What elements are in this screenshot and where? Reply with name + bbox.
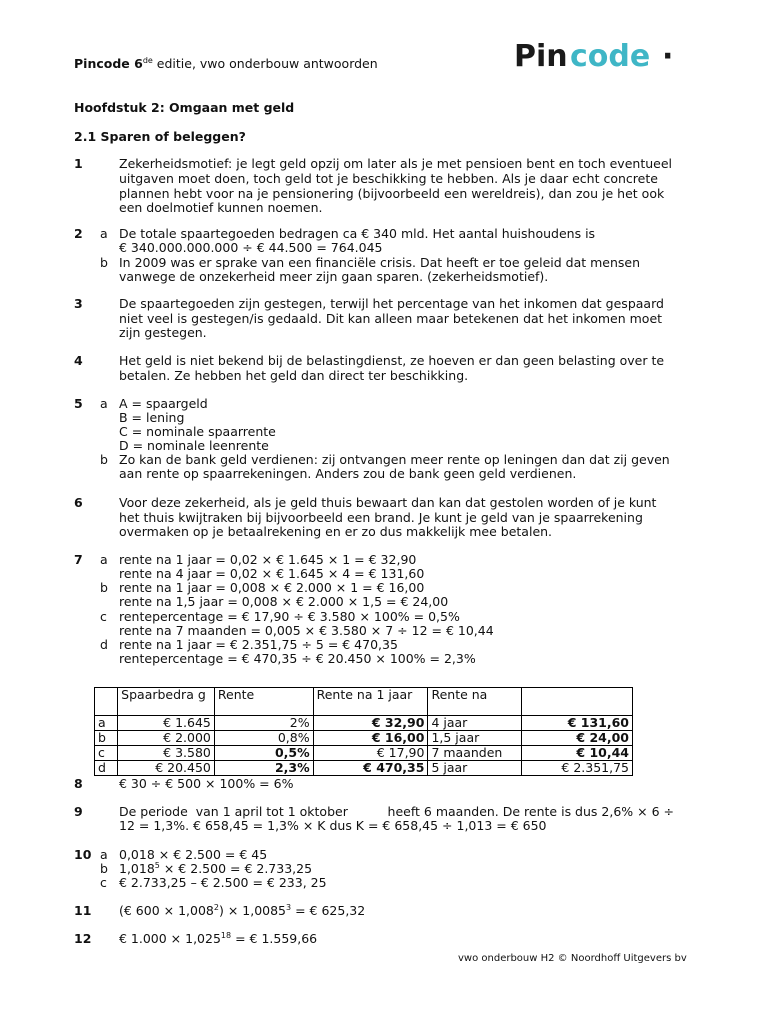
table-cell: 7 maanden [428, 746, 522, 761]
table-cell: € 16,00 [313, 731, 428, 746]
answer-line: D = nominale leenrente [119, 438, 269, 453]
table-cell: b [95, 731, 118, 746]
table-row [95, 761, 633, 776]
answer-line: rente na 7 maanden = 0,005 × € 3.580 × 7 ÷ 12 = € 10,44 [119, 623, 494, 638]
table-cell: € 2.351,75 [522, 761, 633, 776]
answer-line: rente na 1 jaar = 0,02 × € 1.645 × 1 = € 32,90 [119, 552, 417, 567]
exponent: 18 [220, 930, 232, 940]
answer-number: 7 [74, 552, 83, 567]
table-cell: c [95, 746, 118, 761]
chapter-title: Hoofdstuk 2: Omgaan met geld [74, 100, 295, 115]
answer-line: plannen hebt voor na je pensionering (bijvoorbeeld een wereldreis), dan zou je het ook [119, 186, 665, 201]
answer-line: De spaartegoeden zijn gestegen, terwijl het percentage van het inkomen dat gespaard [119, 296, 664, 311]
answer-line: B = lening [119, 410, 185, 425]
sub-letter: b [100, 861, 108, 876]
sub-letter: b [100, 452, 108, 467]
answer-number: 3 [74, 296, 83, 311]
table-cell: € 2.000 [118, 731, 215, 746]
logo-dot: · [662, 40, 674, 72]
answer-line: zijn gestegen. [119, 325, 207, 340]
table-row [95, 716, 633, 731]
table-cell: 5 jaar [428, 761, 522, 776]
answer-number: 9 [74, 804, 83, 819]
formula-part: × € 2.500 = € 2.733,25 [159, 861, 313, 876]
exponent: 5 [154, 860, 160, 870]
header-edition-sup: de [142, 55, 153, 65]
table-cell: d [95, 761, 118, 776]
table-header-cell: Spaarbedra g [118, 688, 215, 716]
answer-number: 1 [74, 156, 83, 171]
answer-line: rente na 1 jaar = 0,008 × € 2.000 × 1 = € 16,00 [119, 580, 425, 595]
table-row [95, 746, 633, 761]
answer-line: overmaken op je betaalrekening en er zo dus makkelijk mee betalen. [119, 524, 553, 539]
answer-number: 11 [74, 903, 92, 918]
answer-number: 4 [74, 353, 83, 368]
table-header-row [95, 688, 633, 716]
table-cell: 2,3% [214, 761, 313, 776]
answer-line: rente na 1,5 jaar = 0,008 × € 2.000 × 1,5 = € 24,00 [119, 594, 449, 609]
sub-letter: a [100, 226, 108, 241]
answer-line [119, 862, 312, 876]
formula-part: (€ 600 × 1,008 [119, 903, 214, 918]
table-cell: 1,5 jaar [428, 731, 522, 746]
formula-part: ) × 1,0085 [218, 903, 287, 918]
answer-line: uitgaven moet doen, toch geld tot je beschikking te hebben. Als je daar echt concrete [119, 171, 658, 186]
table-cell: € 131,60 [522, 716, 633, 731]
answer-line: C = nominale spaarrente [119, 424, 276, 439]
answer-line: Het geld is niet bekend bij de belastingdienst, ze hoeven er dan geen belasting over te [119, 353, 665, 368]
table-cell: € 3.580 [118, 746, 215, 761]
answer-line: niet veel is gestegen/is gedaald. Dit kan alleen maar betekenen dat het inkomen moet [119, 311, 663, 326]
table-cell: € 24,00 [522, 731, 633, 746]
sub-letter: b [100, 255, 108, 270]
formula-part: = € 1.559,66 [231, 931, 318, 946]
table-cell: € 10,44 [522, 746, 633, 761]
answer-line [119, 904, 365, 918]
header-suffix: editie, vwo onderbouw antwoorden [152, 56, 378, 71]
sub-letter: a [100, 552, 108, 567]
header-brand: Pincode 6 [74, 56, 143, 71]
answer-line: rentepercentage = € 470,35 ÷ € 20.450 × 100% = 2,3% [119, 651, 476, 666]
table-header-cell: Rente na [428, 688, 522, 716]
answer-line: rente na 4 jaar = 0,02 × € 1.645 × 4 = € 131,60 [119, 566, 425, 581]
table-header-cell [522, 688, 633, 716]
table-cell: € 1.645 [118, 716, 215, 731]
answer-line: het thuis kwijtraken bij bijvoorbeeld een brand. Je kunt je geld van je spaarrekening [119, 510, 643, 525]
answer-number: 2 [74, 226, 83, 241]
answer-line: aan rente op spaarrekeningen. Anders zou de bank geen geld verdienen. [119, 466, 577, 481]
logo-text-teal: code [570, 40, 651, 72]
answer-line: rente na 1 jaar = € 2.351,75 ÷ 5 = € 470,35 [119, 637, 398, 652]
table-header-cell: Rente na 1 jaar [313, 688, 428, 716]
rente-table [94, 687, 633, 776]
document-header [74, 57, 378, 71]
table-cell: € 470,35 [313, 761, 428, 776]
answer-line: Zekerheidsmotief: je legt geld opzij om later als je met pensioen bent en toch eventueel [119, 156, 672, 171]
logo-text-dark: Pin [514, 40, 568, 72]
answer-line: De periode van 1 april tot 1 oktober heeft 6 maanden. De rente is dus 2,6% × 6 ÷ [119, 804, 674, 819]
answer-number: 5 [74, 396, 83, 411]
table-cell: € 32,90 [313, 716, 428, 731]
sub-letter: c [100, 875, 107, 890]
answer-number: 12 [74, 931, 92, 946]
sub-letter: a [100, 396, 108, 411]
exponent: 2 [213, 902, 219, 912]
table-cell: 0,8% [214, 731, 313, 746]
answer-line: € 340.000.000.000 ÷ € 44.500 = 764.045 [119, 240, 383, 255]
answer-line: € 2.733,25 – € 2.500 = € 233, 25 [119, 875, 327, 890]
table-row [95, 731, 633, 746]
answer-line: vanwege de onzekerheid meer zijn gaan sparen. (zekerheidsmotief). [119, 269, 549, 284]
sub-letter: a [100, 847, 108, 862]
table-header-cell [95, 688, 118, 716]
answer-line: 0,018 × € 2.500 = € 45 [119, 847, 268, 862]
answer-line: rentepercentage = € 17,90 ÷ € 3.580 × 100% = 0,5% [119, 609, 460, 624]
pincode-logo [514, 40, 674, 72]
table-cell: 2% [214, 716, 313, 731]
sub-letter: b [100, 580, 108, 595]
formula-part: € 1.000 × 1,025 [119, 931, 221, 946]
answer-line: Zo kan de bank geld verdienen: zij ontvangen meer rente op leningen dan dat zij geven [119, 452, 670, 467]
table-cell: 4 jaar [428, 716, 522, 731]
answer-line: betalen. Ze hebben het geld dan direct ter beschikking. [119, 368, 469, 383]
table-cell: € 20.450 [118, 761, 215, 776]
sub-letter: c [100, 609, 107, 624]
table-cell: a [95, 716, 118, 731]
answer-line: 12 = 1,3%. € 658,45 = 1,3% × K dus K = € 658,45 ÷ 1,013 = € 650 [119, 818, 547, 833]
answer-line: een doelmotief kunnen noemen. [119, 200, 323, 215]
page-footer: vwo onderbouw H2 © Noordhoff Uitgevers bv [458, 953, 687, 964]
exponent: 3 [286, 902, 292, 912]
answer-line: Voor deze zekerheid, als je geld thuis bewaart dan kan dat gestolen worden of je kunt [119, 495, 657, 510]
answer-line: A = spaargeld [119, 396, 208, 411]
formula-part: = € 625,32 [291, 903, 366, 918]
formula-part: 1,018 [119, 861, 155, 876]
sub-letter: d [100, 637, 108, 652]
table-cell: € 17,90 [313, 746, 428, 761]
table-cell: 0,5% [214, 746, 313, 761]
answer-number: 10 [74, 847, 92, 862]
answer-line: In 2009 was er sprake van een financiële crisis. Dat heeft er toe geleid dat mensen [119, 255, 641, 270]
answer-line [119, 932, 317, 946]
answer-line: € 30 ÷ € 500 × 100% = 6% [119, 776, 294, 791]
table-header-cell: Rente [214, 688, 313, 716]
section-title: 2.1 Sparen of beleggen? [74, 129, 246, 144]
answer-number: 8 [74, 776, 83, 791]
answer-number: 6 [74, 495, 83, 510]
answer-line: De totale spaartegoeden bedragen ca € 340 mld. Het aantal huishoudens is [119, 226, 596, 241]
